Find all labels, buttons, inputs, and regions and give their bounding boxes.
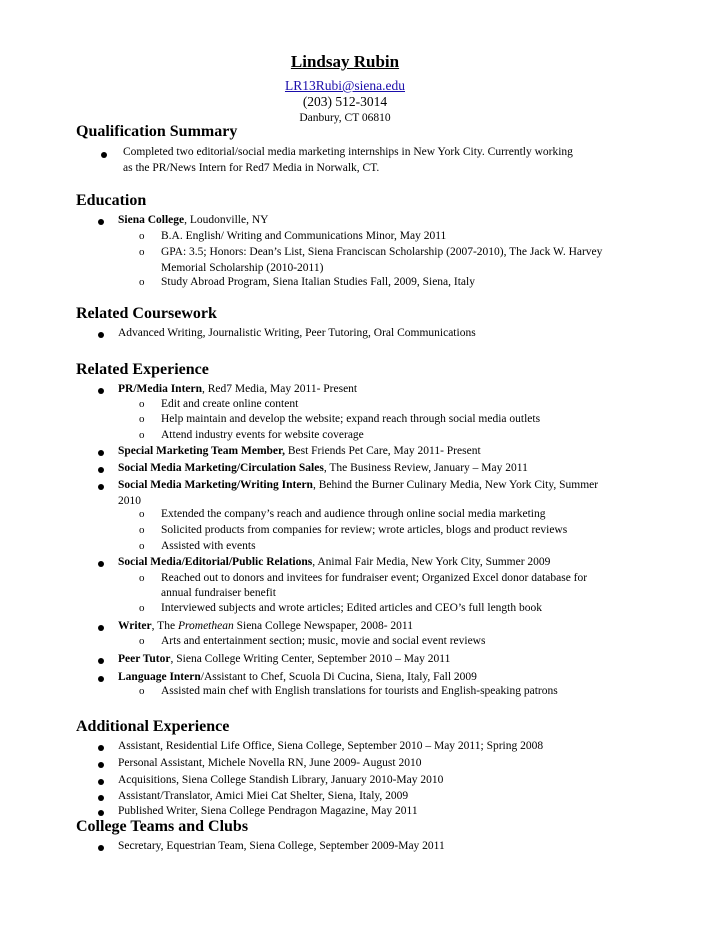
education-item: Memorial Scholarship (2010-2011) [161,262,324,274]
job-details: Best Friends Pet Care, May 2011- Present [284,445,481,457]
education-item: GPA: 3.5; Honors: Dean’s List, Siena Franciscan Scholarship (2007-2010), The Jack W. Harvey [161,246,603,258]
job-title: Peer Tutor [118,653,171,665]
bullet-icon [98,810,104,816]
email-link[interactable]: LR13Rubi@siena.edu [284,78,406,93]
job-duty: Reached out to donors and invitees for fundraiser event; Organized Excel donor database for [161,572,588,584]
bullet-icon [98,484,104,490]
section-heading-additional: Additional Experience [76,718,230,735]
section-heading-coursework: Related Coursework [76,305,217,322]
job-duty: Edit and create online content [161,398,299,410]
education-item: Study Abroad Program, Siena Italian Studies Fall, 2009, Siena, Italy [161,276,475,288]
job-duty: Assisted with events [161,540,256,552]
education-school [118,212,268,228]
job-duty: Assisted main chef with English translations for tourists and English-speaking patrons [161,685,558,697]
bullet-icon [98,745,104,751]
bullet-icon [98,450,104,456]
job-title: Social Media/Editorial/Public Relations [118,556,313,568]
additional-item: Published Writer, Siena College Pendragon Magazine, May 2011 [118,805,418,817]
job-details: /Assistant to Chef, Scuola Di Cucina, Siena, Italy, Fall 2009 [200,671,477,683]
job-duty: Help maintain and develop the website; expand reach through social media outlets [161,413,541,425]
bullet-icon [98,676,104,682]
additional-item: Assistant/Translator, Amici Miei Cat Shelter, Siena, Italy, 2009 [118,790,409,802]
job-duty: Arts and entertainment section; music, movie and social event reviews [161,635,486,647]
job-duty: annual fundraiser benefit [161,587,276,599]
job-title: Writer [118,620,152,632]
job-entry [118,651,450,667]
bullet-icon [98,845,104,851]
job-entry [118,554,550,570]
job-title: PR/Media Intern [118,383,203,395]
job-entry [118,443,481,459]
sub-bullet-icon: o [139,572,145,584]
additional-item: Acquisitions, Siena College Standish Library, January 2010-May 2010 [118,774,444,786]
bullet-icon [98,561,104,567]
sub-bullet-icon: o [139,508,145,520]
job-entry [118,460,528,476]
job-entry [118,381,357,397]
phone-number: (203) 512-3014 [302,94,388,109]
sub-bullet-icon: o [139,429,145,441]
job-details: , The Business Review, January – May 2011 [323,462,528,474]
bullet-icon [98,219,104,225]
bullet-icon [98,795,104,801]
newspaper-name: Promethean [177,620,234,632]
sub-bullet-icon: o [139,685,145,697]
candidate-name: Lindsay Rubin [290,52,400,71]
job-duty: Interviewed subjects and wrote articles; Edited articles and CEO’s full length book [161,602,542,614]
sub-bullet-icon: o [139,602,145,614]
job-entry [118,477,598,493]
job-title: Special Marketing Team Member, [118,445,285,457]
teams-item: Secretary, Equestrian Team, Siena College, September 2009-May 2011 [118,840,445,852]
education-item: B.A. English/ Writing and Communications Minor, May 2011 [161,230,447,242]
section-heading-qualification: Qualification Summary [76,123,238,140]
sub-bullet-icon: o [139,230,145,242]
city-address: Danbury, CT 06810 [299,112,391,124]
section-heading-education: Education [76,192,147,209]
job-details: , Red7 Media, May 2011- Present [202,383,358,395]
job-details: , The [151,620,178,632]
bullet-icon [98,388,104,394]
coursework-line: Advanced Writing, Journalistic Writing, Peer Tutoring, Oral Communications [118,327,476,339]
bullet-icon [98,467,104,473]
summary-line: as the PR/News Intern for Red7 Media in Norwalk, CT. [123,162,380,174]
sub-bullet-icon: o [139,540,145,552]
job-details: , Animal Fair Media, New York City, Summer 2009 [312,556,551,568]
bullet-icon [98,762,104,768]
job-title: Social Media Marketing/Writing Intern [118,479,313,491]
summary-line: Completed two editorial/social media marketing internships in New York City. Currently working [123,146,573,158]
sub-bullet-icon: o [139,635,145,647]
bullet-icon [98,332,104,338]
sub-bullet-icon: o [139,524,145,536]
job-duty: Attend industry events for website coverage [161,429,364,441]
job-details: Siena College Newspaper, 2008- 2011 [233,620,413,632]
job-title: Social Media Marketing/Circulation Sales [118,462,324,474]
school-location: , Loudonville, NY [184,214,269,226]
sub-bullet-icon: o [139,398,145,410]
job-details: , Siena College Writing Center, September 2010 – May 2011 [170,653,451,665]
job-title: Language Intern [118,671,201,683]
job-entry [118,618,413,634]
sub-bullet-icon: o [139,413,145,425]
sub-bullet-icon: o [139,276,145,288]
job-entry-continued: 2010 [118,495,141,507]
job-details: , Behind the Burner Culinary Media, New York City, Summer [312,479,599,491]
bullet-icon [101,152,107,158]
section-heading-teams: College Teams and Clubs [76,818,249,835]
additional-item: Personal Assistant, Michele Novella RN, June 2009- August 2010 [118,757,422,769]
sub-bullet-icon: o [139,246,145,258]
section-heading-experience: Related Experience [76,361,209,378]
school-name: Siena College [118,214,185,226]
bullet-icon [98,625,104,631]
additional-item: Assistant, Residential Life Office, Siena College, September 2010 – May 2011; Spring 2008 [118,740,544,752]
bullet-icon [98,658,104,664]
job-duty: Solicited products from companies for review; wrote articles, blogs and product reviews [161,524,568,536]
job-duty: Extended the company’s reach and audience through online social media marketing [161,508,546,520]
bullet-icon [98,779,104,785]
